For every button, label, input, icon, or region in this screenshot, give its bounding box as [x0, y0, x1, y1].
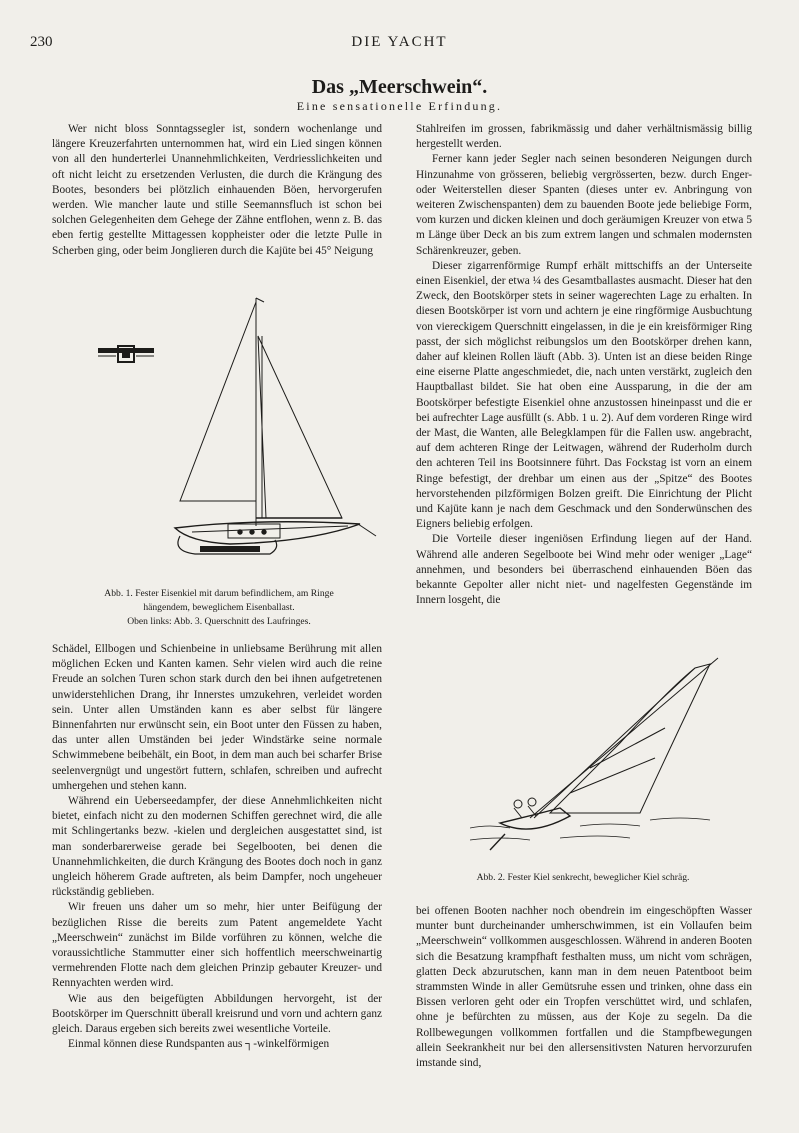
paragraph: Einmal können diese Rundspanten aus ┐-winkelförmigen [68, 1038, 330, 1051]
paragraph: Wir freuen uns daher um so mehr, hier unter Beifügung der bezüglichen Risse die bereits zum Patent angemeldete Yacht „Meerschwein“ zunächst im Bilde vorführen zu können, welche die voraussichtliche Stammutter einer sich hoffentlich meerschweinartig vermehrenden Flotte nach dem gleichen Prinzip gebauter Kreuzer- und Rennyachten werden wird. [52, 901, 382, 990]
right-column-bottom [416, 904, 752, 1071]
figure-abb1-caption [56, 587, 382, 629]
article-title: Das „Meerschwein“. [311, 76, 488, 98]
figure-abb2-caption: Abb. 2. Fester Kiel senkrecht, beweglicher Kiel schräg. [476, 872, 690, 883]
caption-line: Oben links: Abb. 3. Querschnitt des Laufringes. [127, 616, 311, 627]
paragraph: Während ein Ueberseedampfer, der diese Annehmlichkeiten nicht bietet, einfach nicht zu den modernen Schiffen gerechnet wird, die alle mit Schlingertanks bezw. -kielen und dergleichen ausgestattet sind, ist man sonderbarerweise gerade bei Segelbooten, bei denen die Unannehmlichkeiten, die durch Krängung des Bootes doch noch in ganz ungleich höherem Grade auftreten, als beim Dampfer, noch ungeheuer rückständig geblieben. [52, 795, 382, 899]
left-column-bottom [52, 642, 382, 1052]
left-column-top [52, 122, 382, 259]
caption-line: hängendem, beweglichem Eisenballast. [143, 602, 295, 613]
running-head: DIE YACHT [351, 34, 448, 50]
paragraph: Die Vorteile dieser ingeniösen Erfindung liegen auf der Hand. Während alle anderen Segelboote bei Wind mehr oder weniger „Lage“ annehmen, und besonders bei überraschend einhauenden Böen das bekannte Gepolter aller nicht niet- und nagelfesten Gegenstände im Innern losgeht, die [416, 533, 752, 607]
paragraph: Wer nicht bloss Sonntagssegler ist, sondern wochenlange und längere Kreuzerfahrten unternommen hat, wird ein Lied singen können von all den hunderterlei Unannehmlichkeiten, Verdriesslichkeiten und oft nicht leicht zu ersetzenden Verlusten, die durch die Krängung des Bootes, besonders bei plötzlich einhauenden Böen, hervorgerufen werden. Wie mancher laute und stille Seemannsfluch ist schon bei solchen Gelegenheiten dem Gehege der Zähne entflohen, wenn z. B. das eben fertig gestellte Mittagessen koppheister oder die letzte Pulle in Scherben ging, oder beim Jonglieren durch die Kajüte bei 45° Neigung [52, 123, 382, 257]
figure-abb1-sail-plan [80, 296, 380, 581]
paragraph: Schädel, Ellbogen und Schienbeine in unliebsame Berührung mit allen möglichen Ecken und Kanten kamen. Sehr vielen wird auch die reine Freude an solchen Turen schon stark durch den bei ihnen aufgetretenen unwiderstehlichen Drang, ihr Innerstes umzukehren, verleidet worden sein. Unter allen Umständen kann es aber selbst für längere Binnenfahrten nur erwünscht sein, ein Boot unter den Füssen zu haben, das unter allen Umständen bei jeder Windstärke seine normale Schwimmebene beibehält, ein Boot, in dem man auch bei scharfer Brise seelenvergnügt und ungestört futtern, schlafen, schreiben und aufrecht umhergehen und stehen kann. [52, 643, 382, 792]
page-number: 230 [30, 34, 53, 50]
caption-line: Abb. 1. Fester Eisenkiel mit darum befindlichem, am Ringe [104, 588, 334, 599]
paragraph: Ferner kann jeder Segler nach seinen besonderen Neigungen durch Hinzunahme von grösseren, beliebig vergrösserten, bezw. durch Enger- oder Weiterstellen dieser Spanten (dieses unter ev. Anbringung von weiteren Zwischenspanten) dem zu bauenden Boote jede beliebige Form, vom kurzen und dicken kleinen und doch geräumigen Kreuzer von etwa 5 m Länge über Deck an bis zum extrem langen und schmalen modernsten Schärenkreuzer, geben. [416, 153, 752, 257]
paragraph: Wie aus den beigefügten Abbildungen hervorgeht, ist der Bootskörper im Querschnitt überall kreisrund und vorn und achtern ganz gleich. Daraus ergeben sich bereits zwei wesentliche Vorteile. [52, 992, 382, 1036]
paragraph: bei offenen Booten nachher noch obendrein im eingeschöpften Wasser munter bunt durcheinander umherschwimmen, ist ein Vollaufen beim „Meerschwein“ vollkommen ausgeschlossen. Während in anderen Booten sich die Besatzung krampfhaft festhalten muss, um nicht vom schrägen, glatten Deck abzurutschen, kann man in dem neuen Patentboot beim strammsten Winde in aller Gemütsruhe essen und trinken, ohne dass ein Bissen verloren geht oder ein Tropfen verschüttet wird, und schlafen, ohne je befürchten zu müssen, aus der Koje zu segeln. Da die Rollbewegungen vollkommen fortfallen und die Stampfbewegungen allein Seekrankheit nur bei den allersensitivsten Naturen hervorzurufen imstande sind, [416, 905, 752, 1070]
article-subtitle: Eine sensationelle Erfindung. [296, 99, 503, 113]
paragraph: Stahlreifen im grossen, fabrikmässig und daher verhältnismässig billig hergestellt werden. [416, 123, 752, 151]
figure-abb2-heeled-boat [470, 648, 745, 858]
paragraph: Dieser zigarrenförmige Rumpf erhält mittschiffs an der Unterseite einen Eisenkiel, der etwa ¼ des Gesamtballastes ausmacht. Dieser hat den Zweck, den Bootskörper stets in seiner wagerechten Lage zu erhalten. In diesen Bootskörper ist vorn und achtern je eine ringförmige Ausbuchtung von viereckigem Querschnitt eingelassen, in die je ein kreisförmiger Ring passt, der sich möglichst reibungslos um den Bootskörper drehen kann, daher auf kleinen Rollen läuft (Abb. 3). Unten ist an diese beiden Ringe eine eiserne Platte angeschmiedet, die, nach unten verstärkt, zugleich den Hauptballast bildet. Sie hat oben eine Aussparung, in die der am Bootskörper befestigte Eisenkiel ohne anzustossen hineinpasst und die er bei aufrechter Lage ausfüllt (s. Abb. 1 u. 2). Auf dem vorderen Ringe wird der Mast, die Wanten, alle Belegklampen für die Fallen usw. angebracht, auf dem achteren Ringe der Leitwagen, während der Ruderholm durch den achteren Teil ins Bootsinnere führt. Das Fockstag ist vorn an einem Ringe befestigt, der drehbar um einen aus der „Spitze“ des Bootes hervorstehenden pilzförmigen Bolzen greift. Die Einrichtung der Plicht und Kajüte kann je nach dem Geschmack und den Sonderwünschen des Eigners beliebig erfolgen. [416, 259, 752, 531]
right-column-top [416, 122, 752, 609]
